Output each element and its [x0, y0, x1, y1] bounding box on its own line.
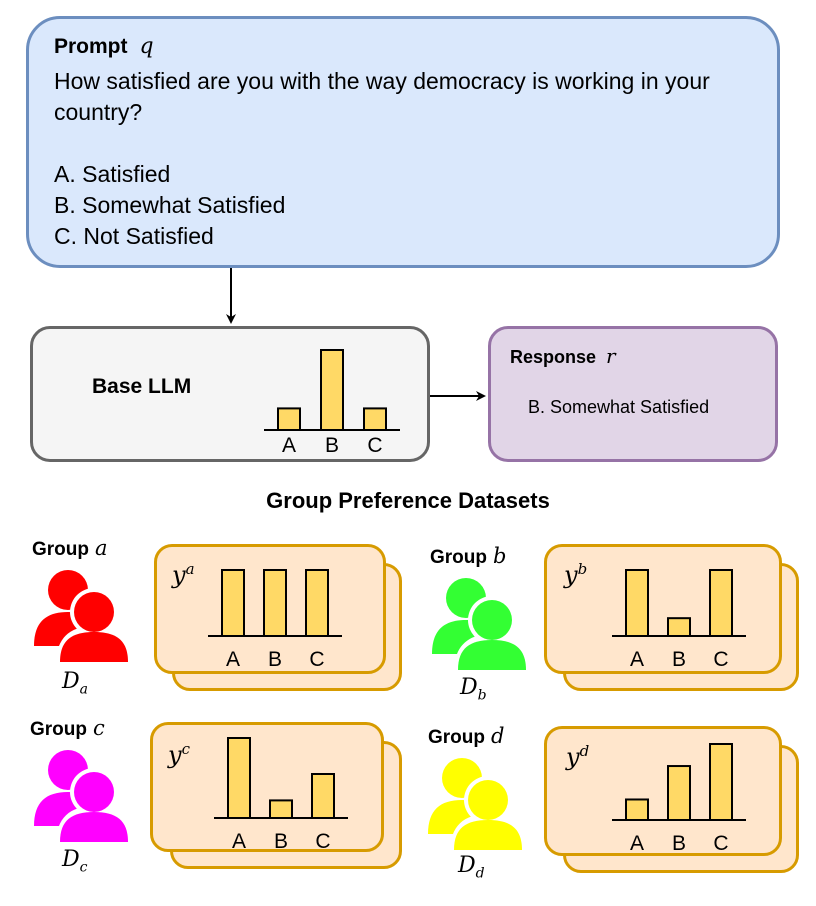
bar-b [270, 800, 292, 818]
tick-label-c: C [713, 832, 729, 854]
group-label-a [32, 536, 108, 561]
prompt-symbol: q [139, 34, 154, 59]
group-symbol: b [493, 544, 507, 568]
tick-label-c: C [309, 648, 325, 670]
base-llm-chart [262, 346, 402, 456]
dataset-label-c [62, 846, 87, 875]
prompt-question: How satisfied are you with the way democracy is working in your country? [54, 68, 710, 125]
bar-a [222, 570, 244, 636]
tick-label-b: B [267, 648, 283, 670]
people-icon [420, 752, 526, 852]
group-chart-b [604, 566, 754, 670]
bar-c [306, 570, 328, 636]
card-label-d [566, 742, 589, 772]
people-icon [424, 572, 530, 672]
tick-label-b: B [671, 648, 687, 670]
response-title [510, 344, 616, 368]
tick-label-a: A [231, 830, 247, 852]
group-symbol: a [95, 536, 108, 560]
bar-a [626, 570, 648, 636]
prompt-title-text: Prompt [54, 35, 128, 58]
group-chart-d [604, 740, 754, 854]
bar-c [710, 744, 732, 820]
tick-label-c: C [315, 830, 331, 852]
base-llm-label: Base LLM [92, 375, 192, 398]
card-superscript: a [185, 560, 195, 578]
group-label-text: Group [30, 719, 87, 740]
tick-label-a: A [629, 648, 645, 670]
tick-label-b: B [671, 832, 687, 854]
response-text: B. Somewhat Satisfied [528, 397, 710, 417]
response-symbol: r [606, 344, 616, 368]
card-label-a [172, 560, 195, 590]
people-icon [26, 564, 132, 664]
group-label-b [430, 544, 506, 569]
card-label-b [564, 560, 587, 590]
bar-a [278, 408, 300, 430]
group-chart-a [200, 566, 350, 670]
prompt-option-a: A. Satisfied [54, 161, 171, 187]
dataset-subscript: b [477, 687, 487, 704]
card-symbol: y [566, 743, 580, 771]
dataset-label-a [62, 668, 88, 697]
dataset-label-b [460, 674, 487, 703]
dataset-symbol: D [458, 853, 476, 878]
group-chart-c [206, 734, 356, 852]
dataset-symbol: D [62, 669, 80, 694]
prompt-option-b: B. Somewhat Satisfied [54, 192, 286, 218]
bar-b [321, 350, 343, 430]
dataset-subscript: a [79, 681, 88, 698]
tick-label-a: A [281, 434, 297, 456]
bar-c [364, 408, 386, 430]
tick-label-b: B [273, 830, 289, 852]
tick-label-b: B [324, 434, 340, 456]
dataset-label-d [458, 852, 485, 881]
group-label-c [30, 716, 105, 741]
group-label-d [428, 724, 504, 749]
group-label-text: Group [430, 547, 487, 568]
bar-b [668, 766, 690, 820]
section-heading: Group Preference Datasets [266, 488, 550, 513]
card-superscript: c [181, 740, 190, 758]
bar-b [264, 570, 286, 636]
group-symbol: c [93, 716, 105, 740]
card-label-c [168, 740, 190, 770]
card-symbol: y [172, 561, 186, 589]
dataset-symbol: D [62, 847, 80, 872]
prompt-option-c: C. Not Satisfied [54, 223, 214, 249]
bar-c [312, 774, 334, 818]
card-symbol: y [564, 561, 578, 589]
people-icon [26, 744, 132, 844]
bar-a [626, 799, 648, 820]
response-title-text: Response [510, 347, 597, 367]
dataset-symbol: D [460, 675, 478, 700]
card-symbol: y [168, 741, 182, 769]
bar-b [668, 618, 690, 636]
group-symbol: d [491, 724, 505, 748]
dataset-subscript: c [79, 859, 88, 876]
bar-c [710, 570, 732, 636]
group-label-text: Group [32, 539, 89, 560]
tick-label-c: C [367, 434, 383, 456]
bar-a [228, 738, 250, 818]
tick-label-c: C [713, 648, 729, 670]
tick-label-a: A [225, 648, 241, 670]
tick-label-a: A [629, 832, 645, 854]
card-superscript: d [579, 742, 590, 760]
dataset-subscript: d [475, 865, 485, 882]
card-superscript: b [577, 560, 588, 578]
group-label-text: Group [428, 727, 485, 748]
